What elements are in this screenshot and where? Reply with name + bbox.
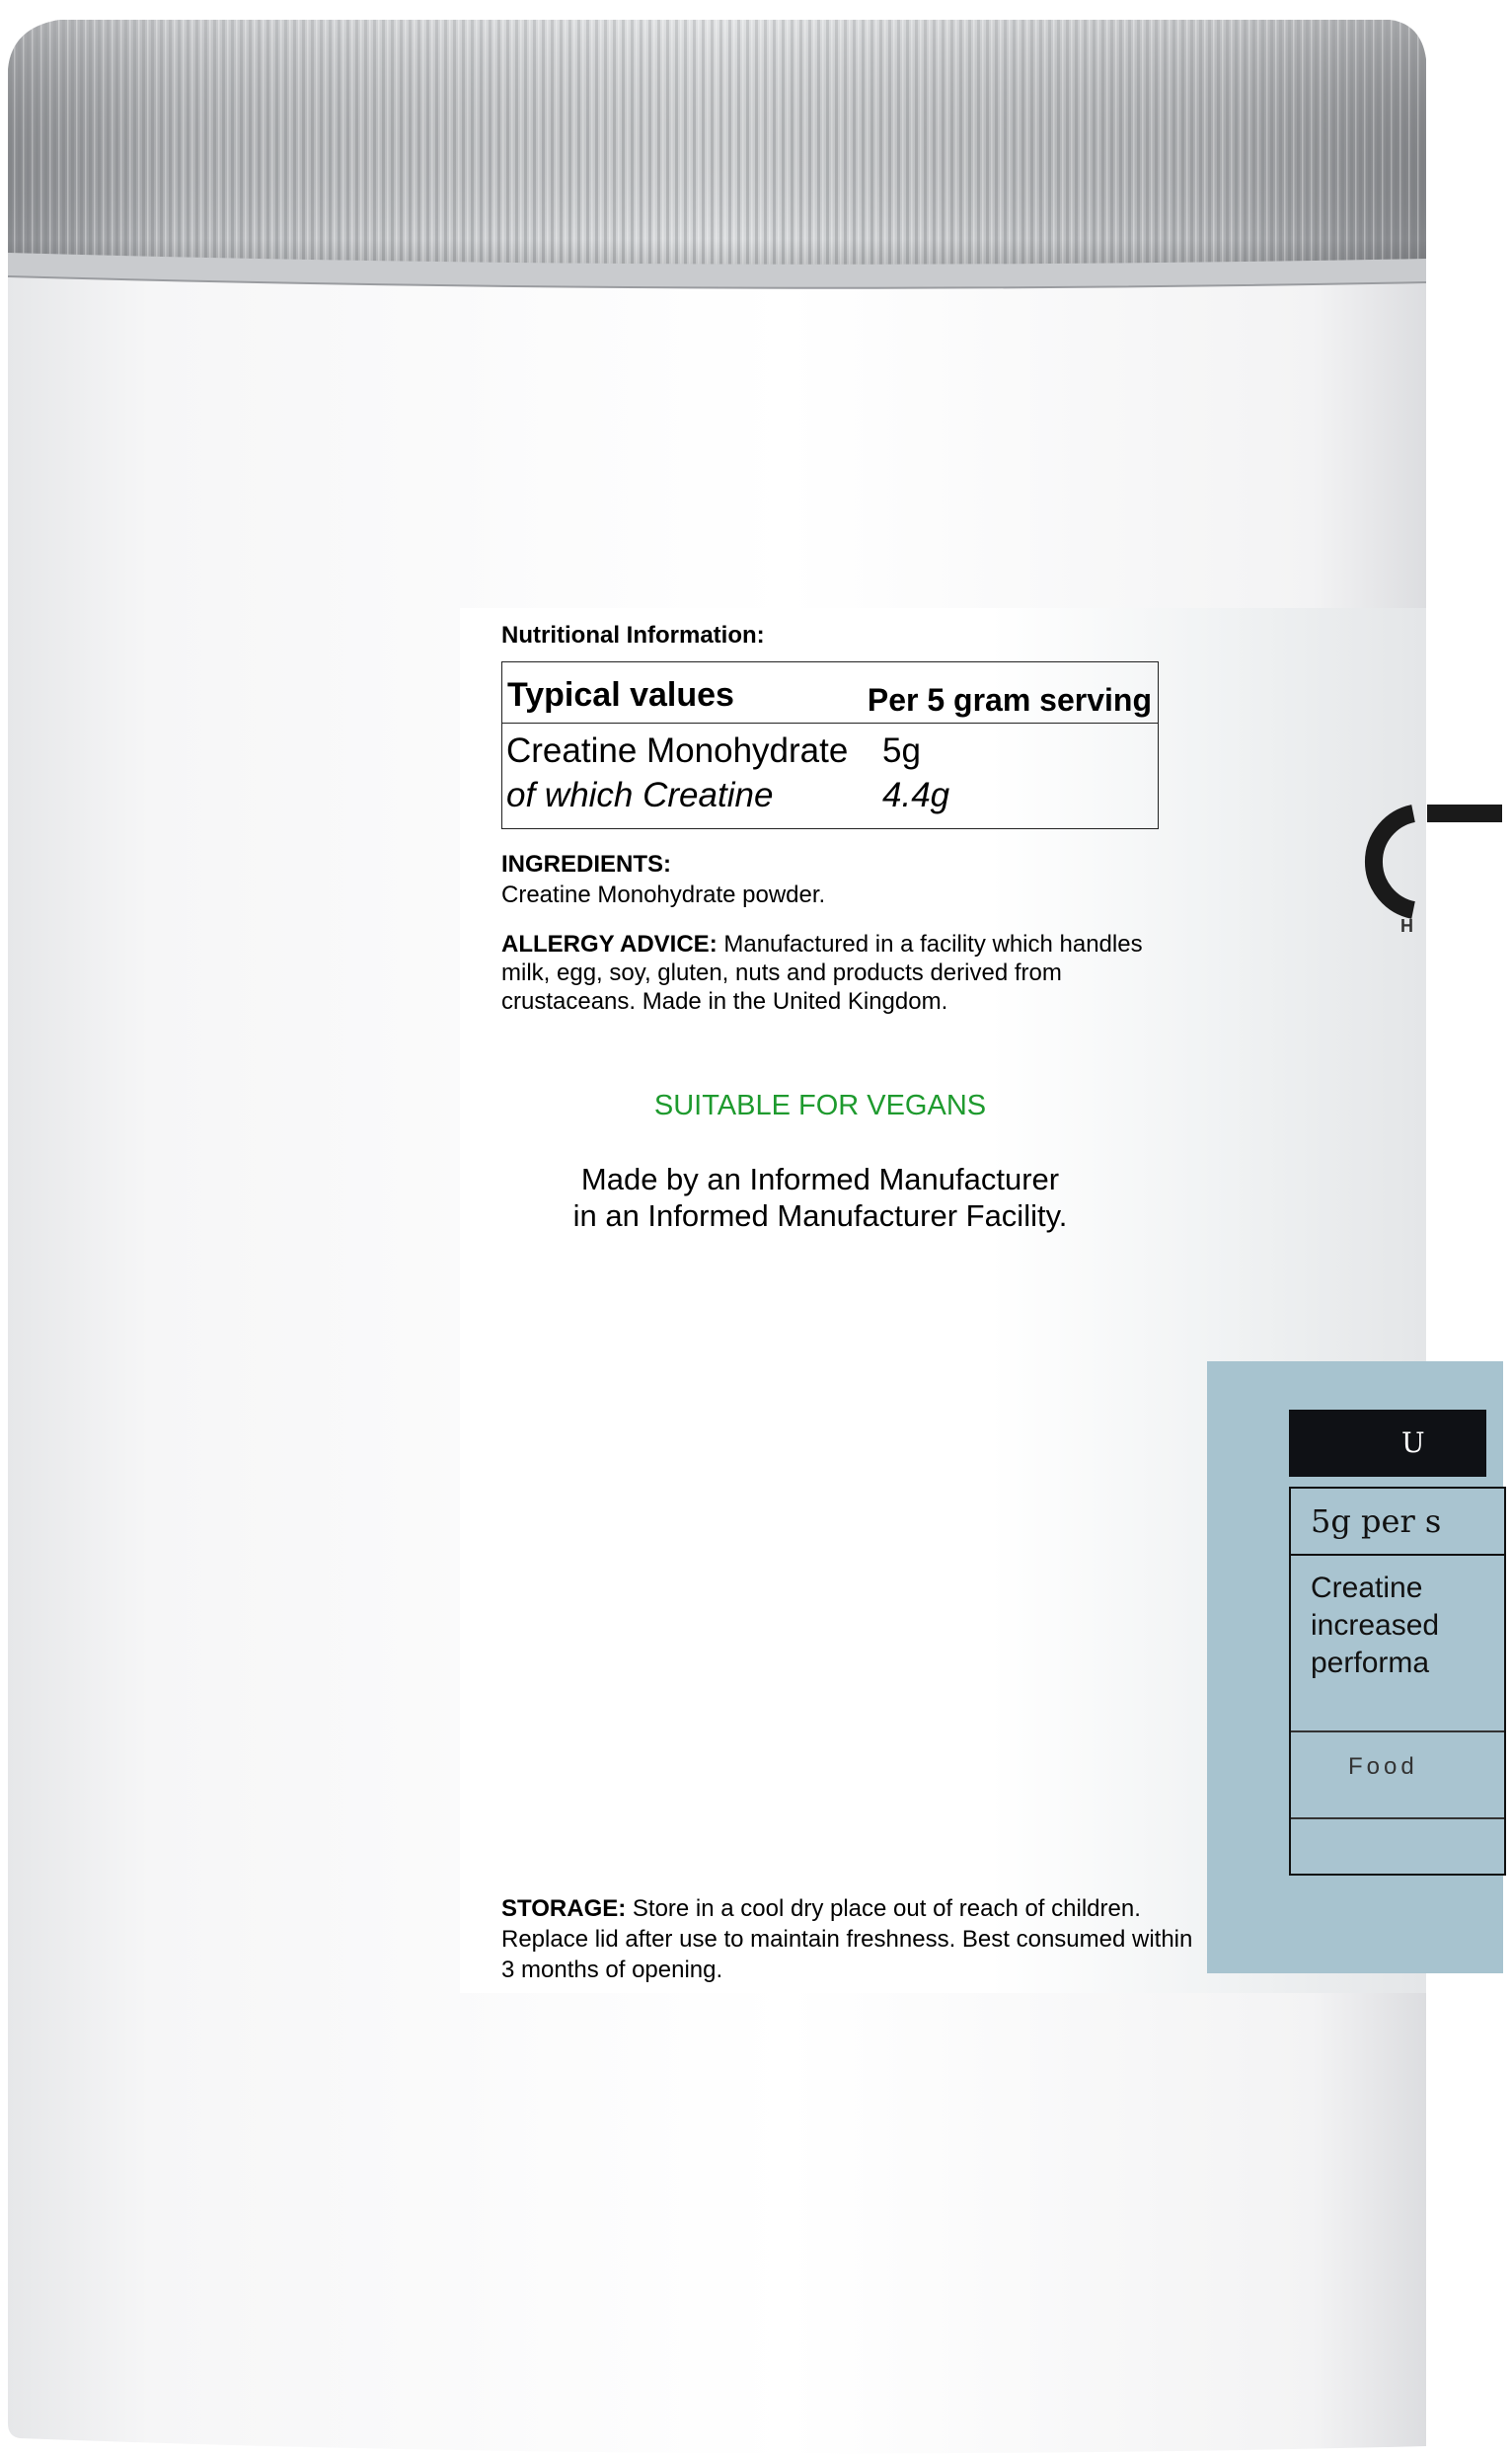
storage-block [501,1893,1197,1985]
row-value: 5g [882,731,921,770]
row-name: Creatine Monohydrate [506,731,849,770]
informed-manufacturer-statement [460,1161,1180,1234]
ingredients-heading: INGREDIENTS: [501,851,672,878]
serving-box [1289,1487,1506,1876]
serving-box-title: 5g per s [1291,1489,1504,1556]
nutrition-heading: Nutritional Information: [501,622,765,649]
usage-panel [1207,1361,1503,1973]
serving-box-body [1311,1570,1439,1682]
divider [1291,1817,1504,1819]
storage-text: Store in a cool dry place out of reach of children. Replace lid after use to maintain freshness. Best consumed within 3 months of opening. [501,1895,1193,1983]
table-row [502,731,1158,775]
divider [1291,1730,1504,1732]
ingredients-text: Creatine Monohydrate powder. [501,882,826,908]
allergy-block [501,930,1182,1016]
header-typical-values: Typical values [507,676,734,714]
vegan-statement: SUITABLE FOR VEGANS [653,1090,987,1121]
ingredients-block [501,849,825,910]
brand-logo-fragment [1354,804,1512,920]
header-serving: Per 5 gram serving [867,682,1152,718]
storage-heading: STORAGE: [501,1895,627,1922]
serving-box-footer: Food [1348,1753,1418,1780]
body-line: Creatine [1311,1572,1423,1604]
body-line: increased [1311,1609,1440,1642]
allergy-heading: ALLERGY ADVICE: [501,931,718,958]
lid-shade [8,20,1426,277]
usage-banner: U [1289,1410,1486,1477]
row-value: 4.4g [882,776,950,814]
allergy-text: Manufactured in a facility which handles milk, egg, soy, gluten, nuts and products derived from crustaceans. Made in the United Kingdom. [501,931,1143,1015]
row-name: of which Creatine [506,776,774,814]
table-row [502,776,1158,819]
brand-tagline-fragment: H [1400,916,1416,936]
body-line: performa [1311,1647,1430,1679]
product-label [460,608,1442,1993]
informed-line-1: Made by an Informed Manufacturer [580,1162,1060,1196]
label-info-column [460,608,1210,1993]
nutrition-table [501,661,1159,829]
nutrition-table-header [502,662,1158,724]
informed-line-2: in an Informed Manufacturer Facility. [572,1198,1068,1233]
